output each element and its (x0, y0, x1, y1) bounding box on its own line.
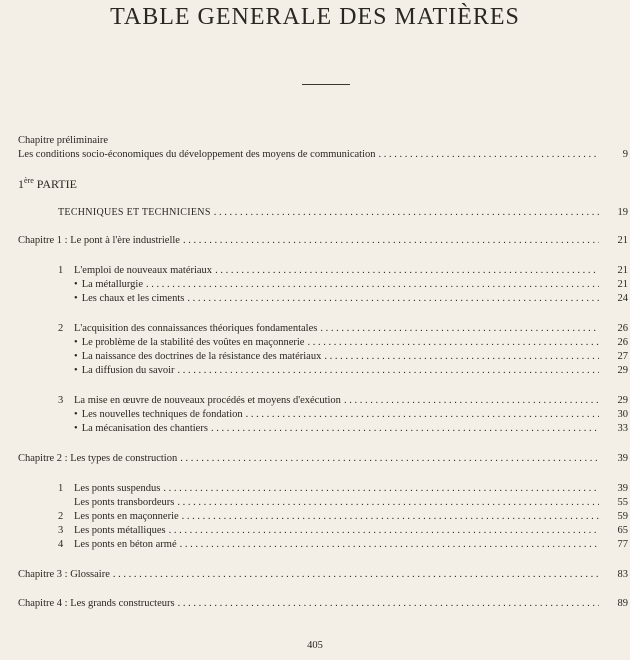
leader-dots (183, 234, 599, 248)
leader-dots (307, 336, 599, 350)
entry-label: Les nouvelles techniques de fondation (81, 409, 243, 420)
leader-dots (187, 292, 599, 306)
entry-page: 21 (617, 279, 628, 290)
title-rule (302, 84, 350, 85)
entry-label: Les ponts suspendus (74, 483, 161, 494)
section-number: 2 (58, 323, 64, 334)
entry-label: Chapitre 1 : Le pont à l'ère industrielle (18, 235, 180, 246)
toc-entry-item[interactable] (74, 350, 628, 364)
bullet-icon: • (74, 279, 78, 290)
leader-dots (344, 394, 599, 408)
entry-page: 33 (617, 423, 628, 434)
part-sup: ère (24, 176, 34, 185)
entry-label: Les ponts métalliques (74, 525, 166, 536)
entry-page: 29 (617, 395, 628, 406)
bullet-icon: • (74, 293, 78, 304)
toc-entry-section-1-2[interactable] (74, 322, 628, 336)
entry-page: 89 (617, 598, 628, 609)
entry-label: Les chaux et les ciments (81, 293, 185, 304)
toc-entry-item[interactable] (74, 364, 628, 378)
entry-label: Les conditions socio-économiques du développement des moyens de communication (18, 149, 376, 160)
entry-page: 21 (617, 265, 628, 276)
entry-page: 24 (617, 293, 628, 304)
leader-dots (320, 322, 599, 336)
leader-dots (169, 524, 599, 538)
entry-label: La naissance des doctrines de la résistance des matériaux (81, 351, 322, 362)
leader-dots (214, 206, 599, 220)
leader-dots (178, 364, 599, 378)
entry-label: La métallurgie (81, 279, 144, 290)
toc-entry-item[interactable] (74, 336, 628, 350)
toc-entry-section-1-1[interactable] (74, 264, 628, 278)
entry-label: Le problème de la stabilité des voûtes en maçonnerie (81, 337, 305, 348)
page-number: 405 (307, 640, 323, 651)
toc-entry-techniques[interactable] (58, 206, 628, 220)
entry-label: Les ponts en maçonnerie (74, 511, 179, 522)
entry-page: 77 (617, 539, 628, 550)
toc-entry-section-2-1[interactable] (74, 482, 628, 496)
bullet-icon: • (74, 337, 78, 348)
bullet-icon: • (74, 423, 78, 434)
toc-entry-item[interactable] (74, 292, 628, 306)
entry-label: L'acquisition des connaissances théoriques fondamentales (74, 323, 318, 334)
entry-page: 27 (617, 351, 628, 362)
entry-label: La mécanisation des chantiers (81, 423, 208, 434)
part-number: 1 (18, 177, 24, 191)
entry-label: Chapitre 4 : Les grands constructeurs (18, 598, 175, 609)
leader-dots (246, 408, 599, 422)
leader-dots (211, 422, 599, 436)
entry-label: L'emploi de nouveaux matériaux (74, 265, 213, 276)
part-label: PARTIE (36, 177, 77, 191)
entry-label: Les ponts en béton armé (74, 539, 177, 550)
toc-entry-item[interactable] (74, 422, 628, 436)
entry-page: 65 (617, 525, 628, 536)
entry-label: La mise en œuvre de nouveaux procédés et moyens d'exécution (74, 395, 341, 406)
bullet-icon: • (74, 409, 78, 420)
page-title: TABLE GENERALE DES MATIÈRES (110, 4, 520, 30)
toc-entry-prelim[interactable] (18, 148, 628, 162)
leader-dots (324, 350, 599, 364)
part-heading (18, 176, 77, 192)
leader-dots (215, 264, 599, 278)
leader-dots (146, 278, 599, 292)
toc-entry-chapter-1[interactable] (18, 234, 628, 248)
leader-dots (180, 452, 599, 466)
bullet-icon: • (74, 351, 78, 362)
entry-page: 19 (617, 207, 628, 218)
toc-entry-item[interactable] (74, 408, 628, 422)
leader-dots (182, 510, 599, 524)
toc-entry-section-2-transbordeurs[interactable] (74, 496, 628, 510)
entry-label: Chapitre 2 : Les types de construction (18, 453, 178, 464)
toc-entry-section-2-4[interactable] (74, 538, 628, 552)
entry-page: 39 (617, 483, 628, 494)
section-number: 3 (58, 525, 64, 536)
leader-dots (113, 568, 599, 582)
toc-entry-item[interactable] (74, 278, 628, 292)
leader-dots (180, 538, 599, 552)
entry-page: 29 (617, 365, 628, 376)
bullet-icon: • (74, 365, 78, 376)
entry-page: 21 (617, 235, 628, 246)
leader-dots (163, 482, 599, 496)
section-number: 4 (58, 539, 64, 550)
toc-entry-chapter-2[interactable] (18, 452, 628, 466)
entry-label: Les ponts transbordeurs (74, 497, 175, 508)
toc-entry-section-2-2[interactable] (74, 510, 628, 524)
entry-page: 30 (617, 409, 628, 420)
toc-entry-section-1-3[interactable] (74, 394, 628, 408)
toc-entry-chapter-4[interactable] (18, 597, 628, 611)
section-number: 1 (58, 483, 64, 494)
leader-dots (177, 496, 599, 510)
section-number: 2 (58, 511, 64, 522)
section-number: 3 (58, 395, 64, 406)
entry-page: 26 (617, 337, 628, 348)
entry-label: TECHNIQUES ET TECHNICIENS (58, 207, 211, 218)
entry-label: Chapitre 3 : Glossaire (18, 569, 110, 580)
entry-page: 9 (622, 149, 628, 160)
entry-page: 26 (617, 323, 628, 334)
entry-label: La diffusion du savoir (81, 365, 175, 376)
toc-entry-section-2-3[interactable] (74, 524, 628, 538)
leader-dots (178, 597, 599, 611)
entry-page: 55 (617, 497, 628, 508)
entry-page: 59 (617, 511, 628, 522)
prelim-heading: Chapitre préliminaire (18, 135, 109, 146)
leader-dots (379, 148, 599, 162)
section-number: 1 (58, 265, 64, 276)
toc-entry-chapter-3[interactable] (18, 568, 628, 582)
entry-page: 39 (617, 453, 628, 464)
entry-page: 83 (617, 569, 628, 580)
